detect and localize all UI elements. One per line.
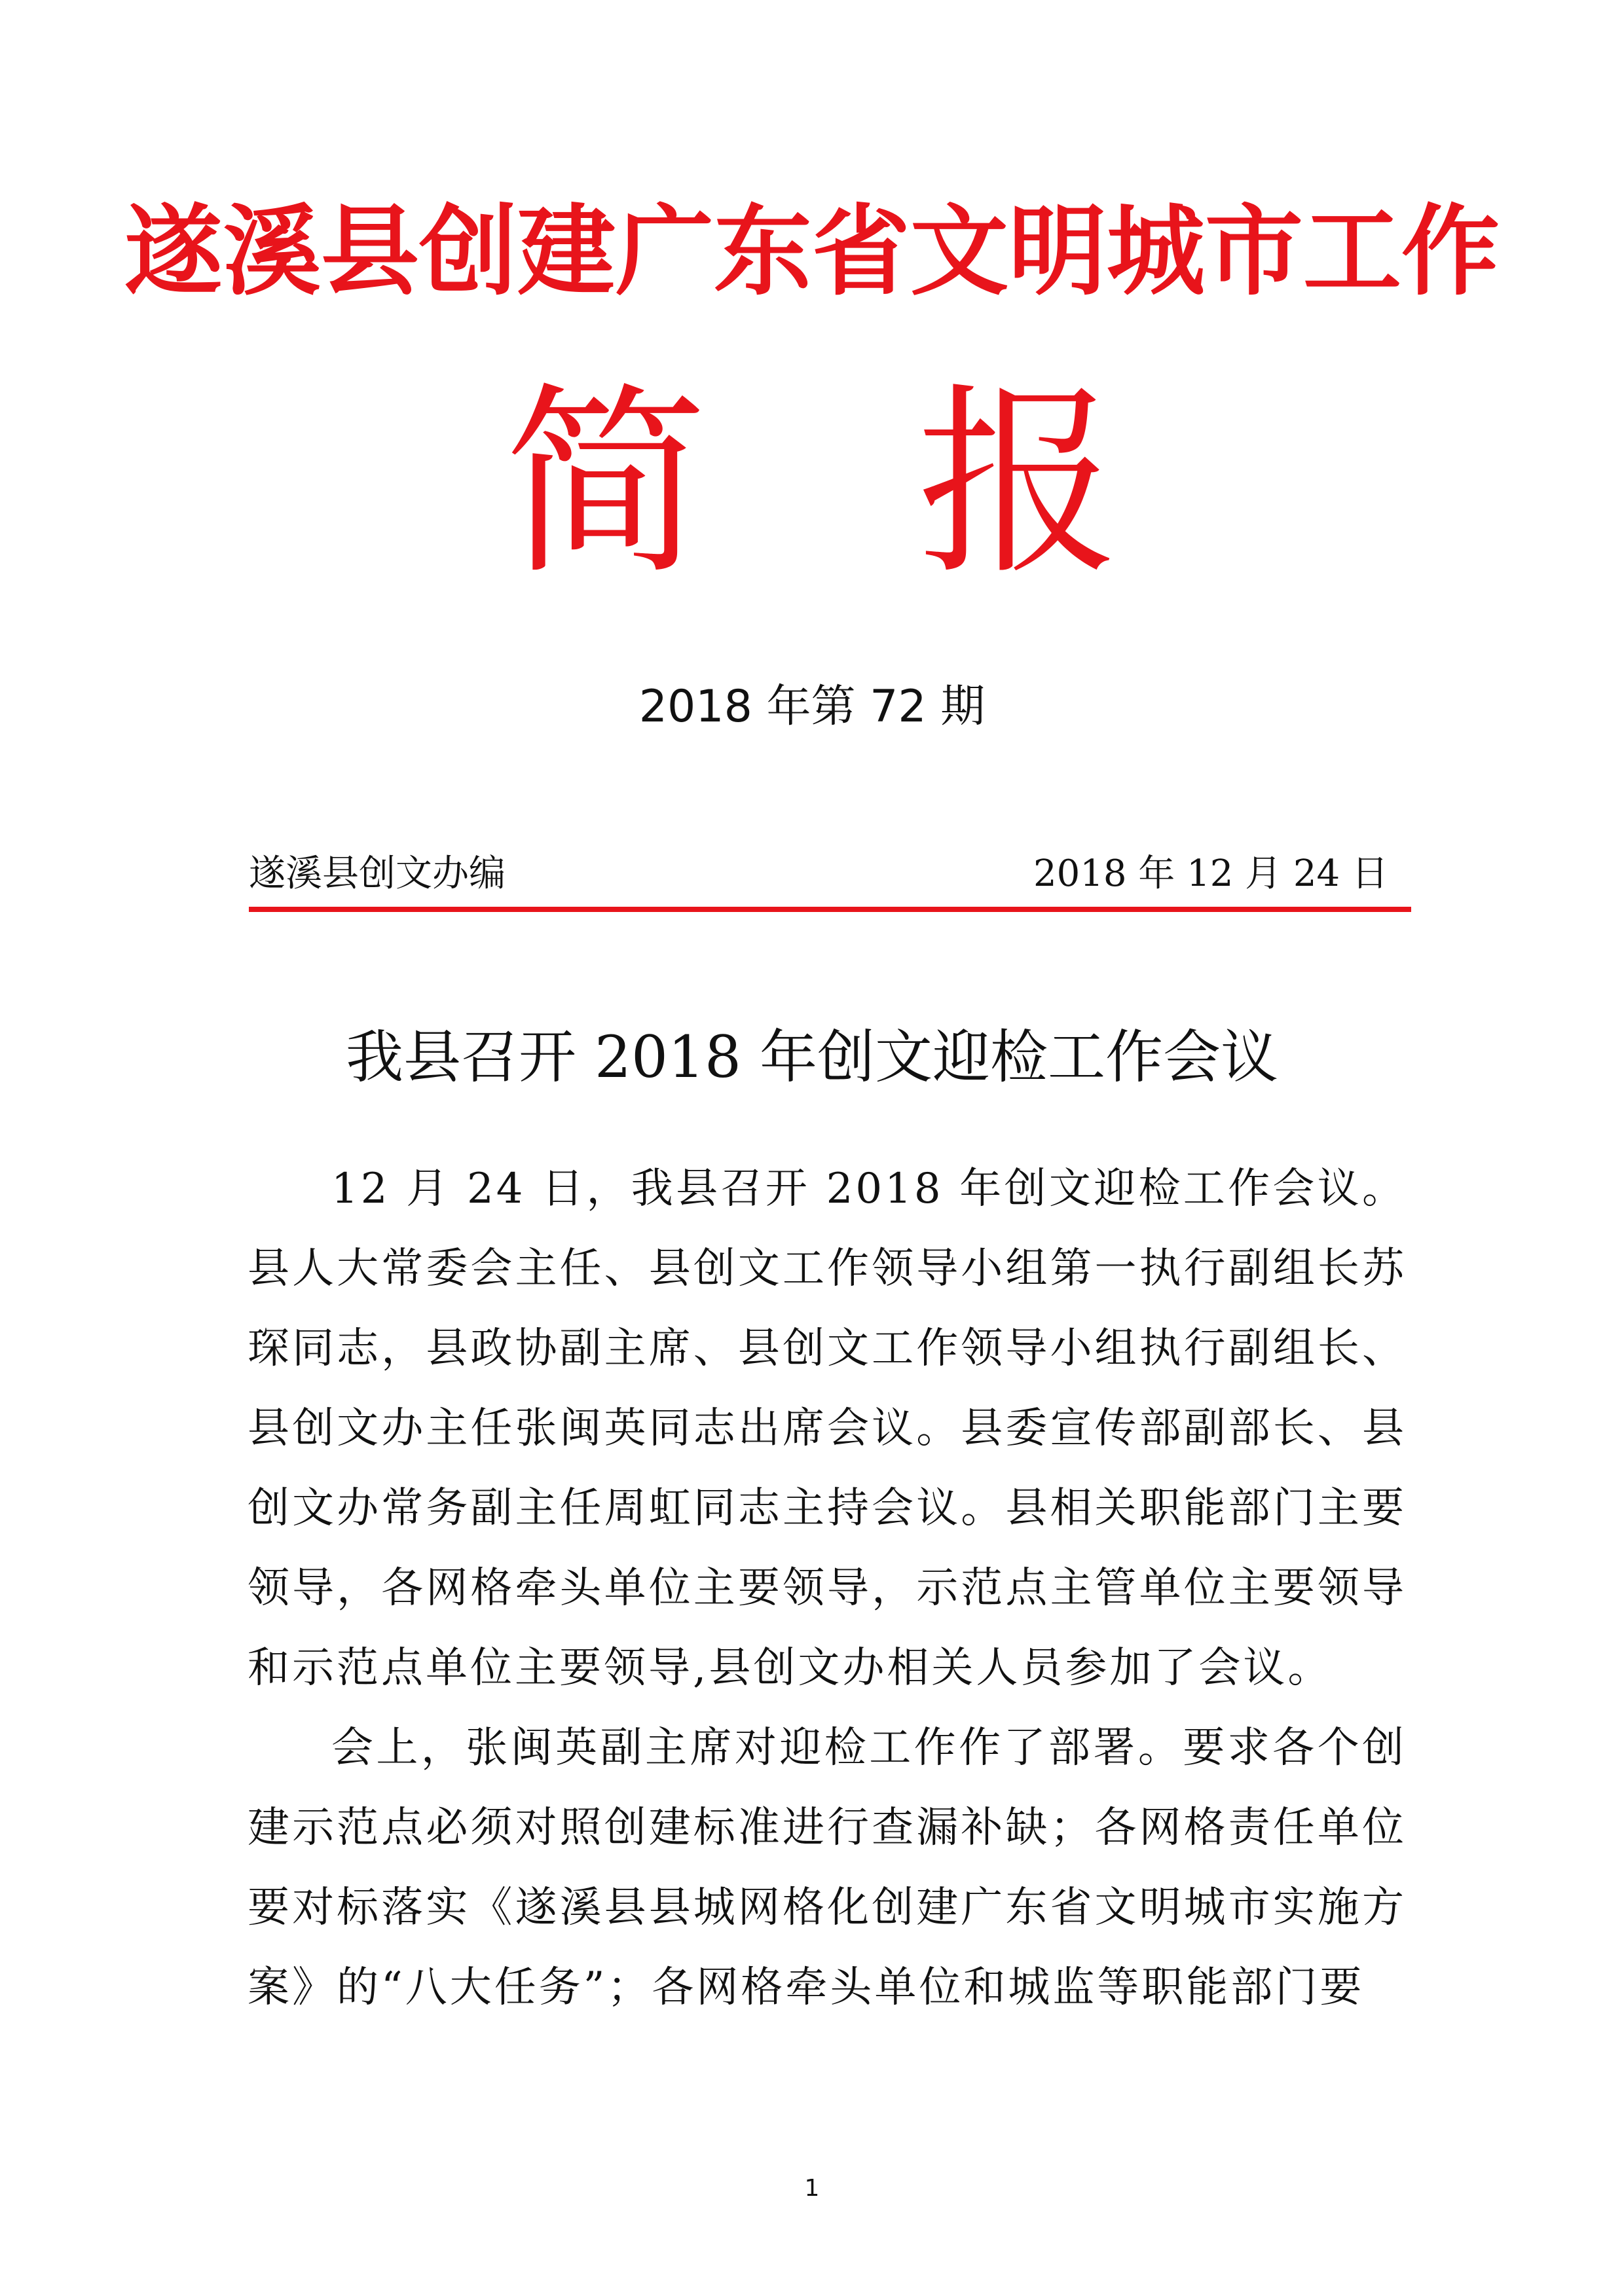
org-title: 遂溪县创建广东省文明城市工作: [124, 195, 1500, 309]
publish-date: 2018 年 12 月 24 日: [1033, 852, 1388, 895]
page-number: 1: [804, 2175, 820, 2202]
doc-type-char-1: 简: [504, 366, 707, 602]
paragraph: 12 月 24 日，我县召开 2018 年创文迎检工作会议。县人大常委会主任、县创文工作领导小组第一执行副组长苏琛同志，县政协副主席、县创文工作领导小组执行副组长、县创文办主任张闽英同志出席会议。县委宣传部副部长、县创文办常务副主任周虹同志主持会议。县相关职能部门主要领导，各网格牵头单位主要领导，示范点主管单位主要领导和示范点单位主要领导,县创文办相关人员参加了会议。: [248, 1165, 1407, 1692]
issue-number: 2018 年第 72 期: [638, 681, 986, 733]
meta-row: [249, 848, 1401, 900]
doc-type-heading: [0, 367, 1624, 602]
article-body: [248, 1149, 1407, 2028]
doc-type-char-2: 报: [917, 366, 1120, 602]
article-title: 我县召开 2018 年创文迎检工作会议: [346, 1023, 1278, 1091]
paragraph: 会上，张闽英副主席对迎检工作作了部署。要求各个创建示范点必须对照创建标准进行查漏补缺；各网格责任单位要对标落实《遂溪县县城网格化创建广东省文明城市实施方案》的“八大任务”；各网格牵头单位和城监等职能部门要: [248, 1724, 1407, 2012]
editor-label: 遂溪县创文办编: [249, 852, 506, 895]
red-divider: [249, 907, 1411, 912]
